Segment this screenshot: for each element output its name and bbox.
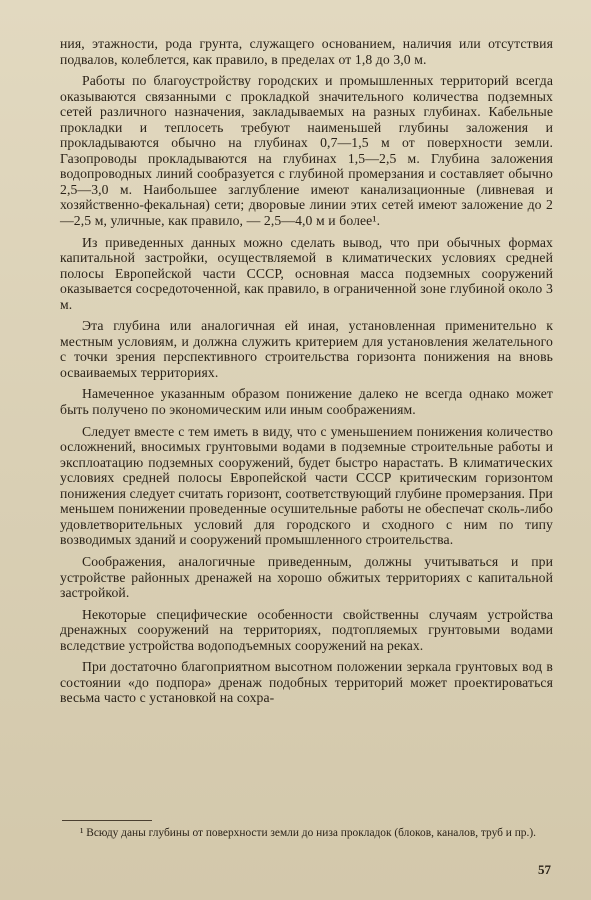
main-text-column	[60, 36, 553, 712]
paragraph-5: Намеченное указанным образом понижение далеко не всегда однако может быть получено по экономическим или иным соображениям.	[60, 386, 553, 418]
paragraph-7: Соображения, аналогичные приведенным, должны учитываться и при устройстве районных дренажей на хорошо обжитых территориях с капитальной застройкой.	[60, 553, 553, 601]
paragraph-6: Следует вместе с тем иметь в виду, что с уменьшением понижения количество осложнений, вносимых грунтовыми водами в подземные строительные работы и эксплоатацию подземных сооружений, будет быстро нарастать. В климатических условиях средней полосы Европейской части СССР критическим горизонтом понижения следует считать горизонт, соответствующий глубине промерзания. При меньшем понижении проведенные осушительные работы не обеспечат сколь-либо удовлетворительных условий для городского и сходного с ним по типу возводимых зданий и сооружений промышленного строительства.	[60, 423, 553, 548]
paragraph-8: Некоторые специфические особенности свойственны случаям устройства дренажных сооружений на территориях, подтопляемых грунтовыми водами вследствие устройства водоподъемных сооружений на реках.	[60, 606, 553, 653]
paragraph-9: При достаточно благоприятном высотном положении зеркала грунтовых вод в состоянии «до подпора» дренаж подобных территорий может проектироваться весьма часто с установкой на сохра-	[60, 659, 553, 706]
paragraph-3: Из приведенных данных можно сделать вывод, что при обычных формах капитальной застройки, осуществляемой в климатических условиях средней полосы Европейской части СССР, основная масса подземных сооружений оказывается сосредоточенной, как правило, в ограниченной зоне глубиной около 3 м.	[60, 234, 553, 312]
paragraph-4: Эта глубина или аналогичная ей иная, установленная применительно к местным условиям, и должна служить критерием для установления желательного с точки зрения перспективного строительства горизонта понижения на вновь осваиваемых территориях.	[60, 318, 553, 380]
footnote-divider	[62, 820, 152, 821]
footnote: ¹ Всюду даны глубины от поверхности земли до низа прокладок (блоков, каналов, труб и пр.).	[80, 827, 536, 839]
page-number: 57	[538, 862, 551, 877]
paragraph-1: ния, этажности, рода грунта, служащего основанием, наличия или отсутствия подвалов, колеблется, как правило, в пределах от 1,8 до 3,0 м.	[60, 36, 553, 67]
paragraph-2: Работы по благоустройству городских и промышленных территорий всегда оказываются связанными с прокладкой значительного количества подземных сетей различного назначения, закладываемых на разных глубинах. Кабельные прокладки и теплосеть требуют наименьшей глубины заложения и прокладываются обычно на глубинах 0,7—1,5 м от поверхности земли. Газопроводы прокладываются на глубинах 1,5—2,5 м. Глубина заложения водопроводных линий сообразуется с глубиной промерзания и составляет обычно 2,5—3,0 м. Наибольшее заглубление имеют канализационные (ливневая и хозяйственно-фекальная) сети; дворовые линии этих сетей имеют заложение до 2—2,5 м, уличные, как правило, — 2,5—4,0 м и более¹.	[60, 73, 553, 229]
